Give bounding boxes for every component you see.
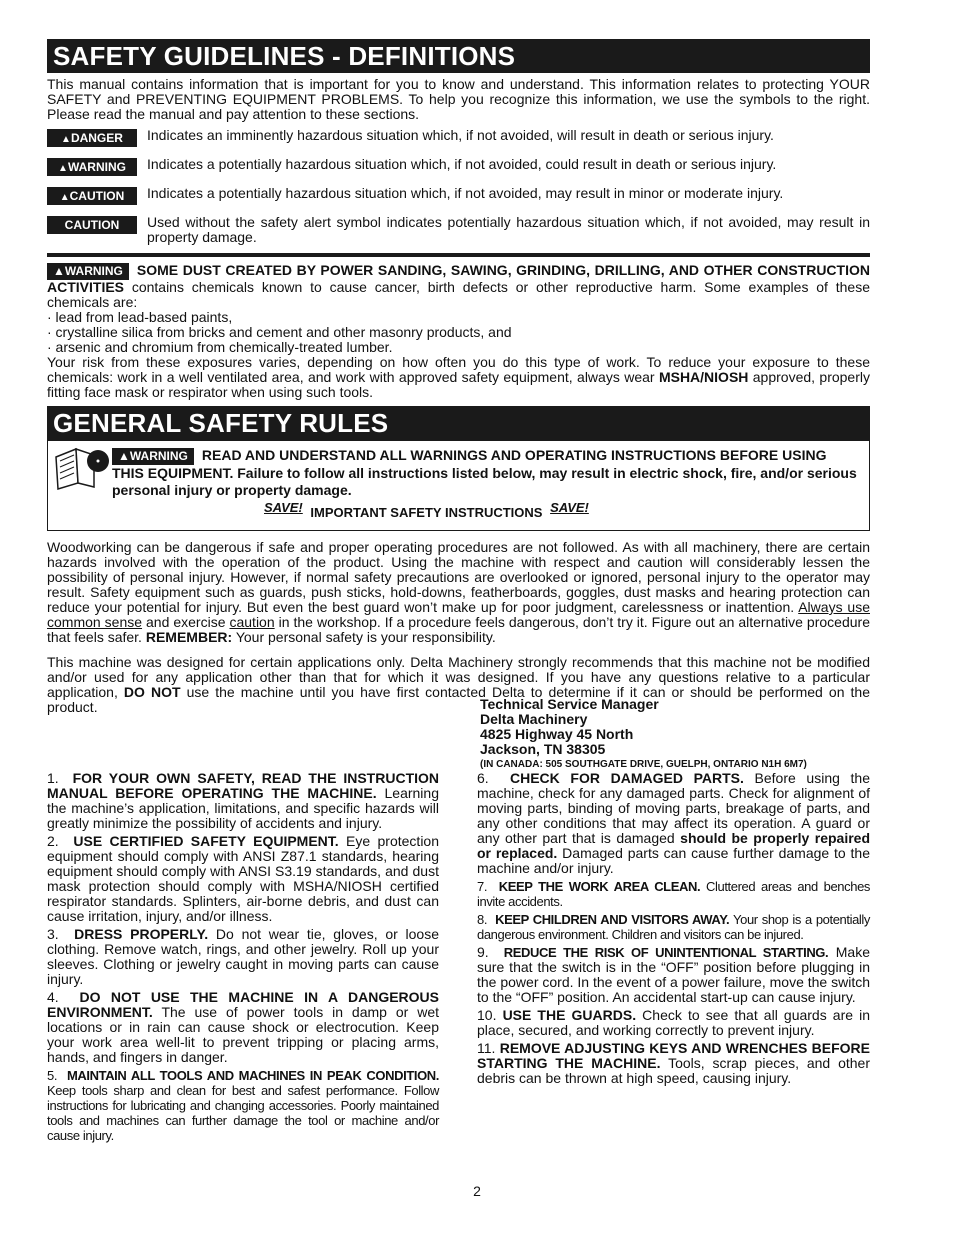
- alert-triangle-icon: ▲: [59, 192, 70, 203]
- section-title-general-rules: GENERAL SAFETY RULES: [47, 406, 870, 440]
- warning-badge: ▲WARNING: [112, 448, 194, 465]
- list-item: 9. REDUCE THE RISK OF UNINTENTIONAL STARTING. Make sure that the switch is in the “OFF” position before plugging in the power cord. In the event of a power failure, move the switch to the “OFF” position. An accidental start-up can cause injury.: [477, 944, 870, 1005]
- definition-caution-alert: [47, 186, 870, 205]
- rules-column-left: [47, 771, 439, 1146]
- alert-triangle-icon: ▲: [58, 163, 68, 174]
- manual-page: [47, 39, 870, 715]
- exposure-paragraph: Your risk from these exposures varies, depending on how often you do this type of work. To reduce your exposure to these chemicals: work in a well ventilated area, and work with approved safety equipment, always wear MSHA/NIOSH approved, properly fitting face mask or respirator when using such tools.: [47, 354, 870, 400]
- caution-badge-plain: CAUTION: [47, 216, 137, 234]
- intro-paragraph: This manual contains information that is important for you to know and understand. This information relates to protecting YOUR SAFETY and PREVENTING EQUIPMENT PROBLEMS. To help you recognize this information, we use the symbols to the right. Please read the manual and pay attention to these sections.: [47, 76, 870, 122]
- dust-warning: ▲WARNING SOME DUST CREATED BY POWER SANDING, SAWING, GRINDING, DRILLING, AND OTHER CONSTRUCTION ACTIVITIES contains chemicals known to cause cancer, birth defects or other reproductive harm. Some examples of these chemicals are:: [47, 262, 870, 310]
- woodworking-paragraph: Woodworking can be dangerous if safe and proper operating procedures are not followed. As with all machinery, there are certain hazards involved with the operation of the product. Using the machine with respect and caution will considerably lessen the possibility of personal injury. However, if normal safety precautions are overlooked or ignored, personal injury to the operator may result. Safety equipment such as guards, push sticks, hold-downs, featherboards, goggles, dust masks and hearing protection can reduce your potential for injury. But even the best guard won’t make up for poor judgment, carelessness or inattention. Always use common sense and exercise caution in the workshop. If a procedure feels dangerous, don’t try it. Figure out an alternative procedure that feels safer. REMEMBER: Your personal safety is your responsibility.: [47, 539, 870, 645]
- warning-badge: ▲WARNING: [47, 158, 137, 176]
- definition-caution-plain: [47, 215, 870, 245]
- section-title-definitions: SAFETY GUIDELINES - DEFINITIONS: [47, 39, 870, 73]
- danger-badge: ▲DANGER: [47, 129, 137, 147]
- caution-badge: ▲CAUTION: [47, 187, 137, 205]
- save-instructions-row: [264, 500, 589, 520]
- save-label: SAVE!: [264, 500, 303, 515]
- save-label: SAVE!: [550, 500, 589, 515]
- warning-badge: ▲WARNING: [47, 263, 129, 280]
- contact-address: Technical Service Manager Delta Machinery 4825 Highway 45 North Jackson, TN 38305 (IN CANADA: 505 SOUTHGATE DRIVE, GUELPH, ONTARIO N1H 6M7): [480, 696, 807, 770]
- list-item: 2. USE CERTIFIED SAFETY EQUIPMENT. Eye protection equipment should comply with ANSI Z87.1 standards, hearing equipment should comply with ANSI S3.19 standards, and dust mask protection should comply with MSHA/NIOSH certified respirator standards. Splinters, air-borne debris, and dust can cause irritation, injury, and/or illness.: [47, 833, 440, 924]
- application-paragraph: This machine was designed for certain applications only. Delta Machinery strongly recommends that this machine not be modified and/or used for any application other than that for which it was designed. If you have any questions relative to a particular application, DO NOT use the machine until you have first contacted Delta to determine if it can or should be performed on the product.: [47, 654, 871, 715]
- list-item: · arsenic and chromium from chemically-treated lumber.: [47, 339, 393, 355]
- important-instructions-label: IMPORTANT SAFETY INSTRUCTIONS: [310, 505, 543, 520]
- read-instructions-box: [47, 440, 870, 531]
- list-item: 11. REMOVE ADJUSTING KEYS AND WRENCHES BEFORE STARTING THE MACHINE. Tools, scrap pieces, and other debris can be thrown at high speed, causing injury.: [477, 1040, 870, 1086]
- rules-column-right: [477, 771, 870, 1089]
- section-divider: [47, 253, 870, 257]
- definition-text: Indicates a potentially hazardous situation which, if not avoided, could result in death or serious injury.: [147, 156, 777, 172]
- list-item: 10. USE THE GUARDS. Check to see that all guards are in place, secured, and working correctly to prevent injury.: [477, 1007, 871, 1038]
- definition-danger: [47, 128, 870, 147]
- definitions-list: [47, 128, 870, 245]
- page-number: 2: [473, 1183, 481, 1199]
- read-instructions-text: ▲WARNING READ AND UNDERSTAND ALL WARNINGS AND OPERATING INSTRUCTIONS BEFORE USING THIS EQUIPMENT. Failure to follow all instructions listed below, may result in electric shock, fire, and/or serious personal injury or property damage.: [112, 447, 857, 498]
- definition-warning: [47, 157, 870, 176]
- alert-triangle-icon: ▲: [61, 134, 71, 145]
- list-item: 4. DO NOT USE THE MACHINE IN A DANGEROUS ENVIRONMENT. The use of power tools in damp or wet locations or in rain can cause shock or electrocution. Keep your work area well-lit to prevent tripping or placing arms, hands, and fingers in danger.: [47, 989, 439, 1065]
- list-item: 1. FOR YOUR OWN SAFETY, READ THE INSTRUCTION MANUAL BEFORE OPERATING THE MACHINE. Learning the machine’s application, limitations, and specific hazards will greatly minimize the possibility of accidents and injury.: [47, 770, 440, 831]
- definition-text: Used without the safety alert symbol indicates potentially hazardous situation which, if not avoided, may result in property damage.: [147, 214, 870, 245]
- list-item: 3. DRESS PROPERLY. Do not wear tie, gloves, or loose clothing. Remove watch, rings, and other jewelry. Roll up your sleeves. Clothing or jewelry caught in moving parts can cause injury.: [47, 926, 439, 987]
- chemical-bullets: [47, 310, 870, 355]
- list-item: 8. KEEP CHILDREN AND VISITORS AWAY. Your shop is a potentially dangerous environment. Children and visitors can be injured.: [477, 912, 870, 942]
- list-item: · lead from lead-based paints,: [47, 309, 233, 325]
- manual-book-icon: [54, 447, 112, 491]
- list-item: 6. CHECK FOR DAMAGED PARTS. Before using the machine, check for any damaged parts. Check for alignment of moving parts, binding of moving parts, breakage of parts, and any other conditions that may affect its operation. A guard or any other part that is damaged should be properly repaired or replaced. Damaged parts can cause further damage to the machine and/or injury.: [477, 770, 870, 876]
- definition-text: Indicates a potentially hazardous situation which, if not avoided, may result in minor or moderate injury.: [147, 185, 784, 201]
- list-item: · crystalline silica from bricks and cement and other masonry products, and: [47, 324, 512, 340]
- list-item: 7. KEEP THE WORK AREA CLEAN. Cluttered areas and benches invite accidents.: [477, 879, 870, 909]
- list-item: 5. MAINTAIN ALL TOOLS AND MACHINES IN PEAK CONDITION. Keep tools sharp and clean for best and safest performance. Follow instructions for lubricating and changing accessories. Poorly maintained tools and machines can further damage the tool or machine and/or cause injury.: [47, 1068, 439, 1143]
- definition-text: Indicates an imminently hazardous situation which, if not avoided, will result in death or serious injury.: [147, 127, 774, 143]
